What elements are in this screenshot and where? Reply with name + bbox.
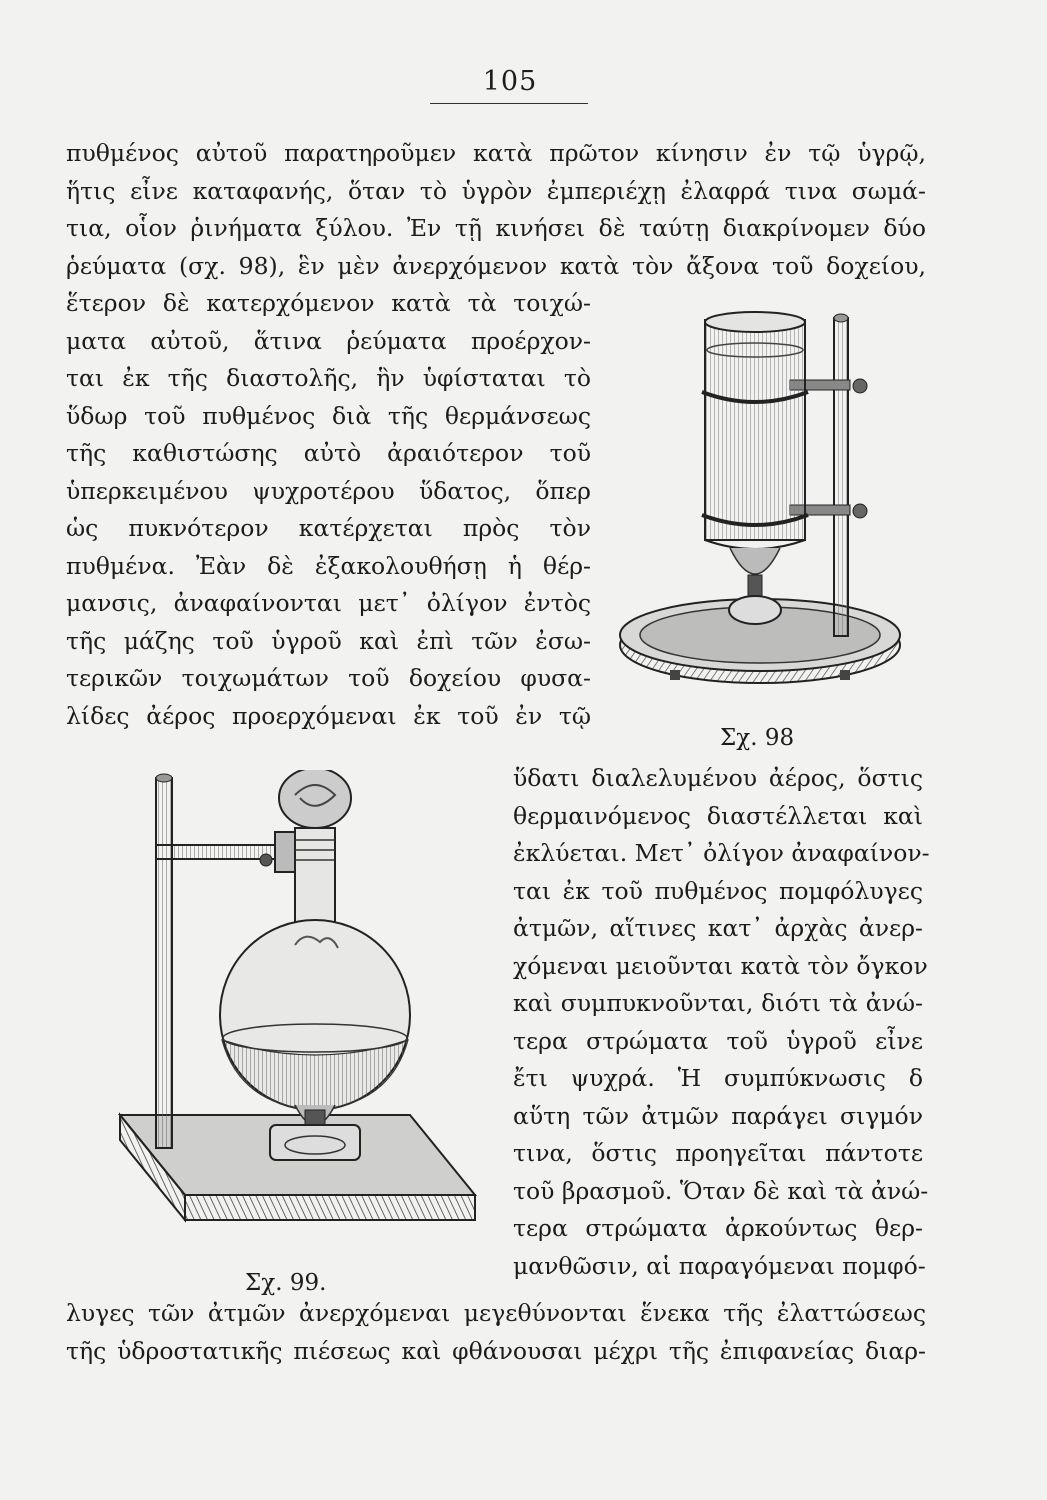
text-line: τῆς καθιστώσης αὐτὸ ἀραιότερον τοῦ bbox=[66, 439, 591, 467]
text-line: τια, οἷον ῥινήματα ξύλου. Ἐν τῇ κινήσει δὲ ταύτῃ διακρίνομεν δύο bbox=[66, 214, 926, 242]
figure-98-caption: Σχ. 98 bbox=[720, 725, 795, 751]
page-number: 105 bbox=[482, 66, 538, 97]
text-line: τερα στρώματα ἀρκούντως θερ- bbox=[513, 1214, 923, 1242]
text-line: ὕδατι διαλελυμένου ἀέρος, ὅστις bbox=[513, 764, 923, 792]
text-line: ὕδωρ τοῦ πυθμένος διὰ τῆς θερμάνσεως bbox=[66, 402, 591, 430]
figure-99-illustration bbox=[90, 770, 500, 1260]
text-line: τῆς μάζης τοῦ ὑγροῦ καὶ ἐπὶ τῶν ἐσω- bbox=[66, 627, 591, 655]
text-line: μανσις, ἀναφαίνονται μετ᾽ ὀλίγον ἐντὸς bbox=[66, 589, 591, 617]
text-line: χόμεναι μειοῦνται κατὰ τὸν ὄγκον bbox=[513, 952, 928, 980]
text-line: λυγες τῶν ἀτμῶν ἀνερχόμεναι μεγεθύνονται ἕνεκα τῆς ἐλαττώσεως bbox=[66, 1299, 926, 1327]
text-line: ὑπερκειμένου ψυχροτέρου ὕδατος, ὅπερ bbox=[66, 477, 591, 505]
text-line: τῆς ὑδροστατικῆς πιέσεως καὶ φθάνουσαι μέχρι τῆς ἐπιφανείας διαρ- bbox=[66, 1337, 926, 1365]
text-line: ται ἐκ τοῦ πυθμένος πομφόλυγες bbox=[513, 877, 923, 905]
text-line: τοῦ βρασμοῦ. Ὅταν δὲ καὶ τὰ ἀνώ- bbox=[513, 1177, 929, 1205]
text-line: ματα αὐτοῦ, ἅτινα ῥεύματα προέρχον- bbox=[66, 327, 591, 355]
text-line: μανθῶσιν, αἱ παραγόμεναι πομφό- bbox=[513, 1252, 926, 1280]
text-line: ἕτερον δὲ κατερχόμενον κατὰ τὰ τοιχώ- bbox=[66, 289, 591, 317]
text-line: τινα, ὅστις προηγεῖται πάντοτε bbox=[513, 1139, 923, 1167]
text-line: ἔτι ψυχρά. Ἡ συμπύκνωσις δ bbox=[513, 1064, 923, 1092]
text-line: πυθμένος αὐτοῦ παρατηροῦμεν κατὰ πρῶτον κίνησιν ἐν τῷ ὑγρῷ, bbox=[66, 139, 926, 167]
text-line: λίδες ἀέρος προερχόμεναι ἐκ τοῦ ἐν τῷ bbox=[66, 702, 591, 730]
text-line: ἥτις εἶνε καταφανής, ὅταν τὸ ὑγρὸν ἐμπεριέχῃ ἐλαφρά τινα σωμά- bbox=[66, 177, 926, 205]
figure-99-caption: Σχ. 99. bbox=[245, 1270, 327, 1296]
header-rule bbox=[430, 103, 588, 104]
text-line: ὡς πυκνότερον κατέρχεται πρὸς τὸν bbox=[66, 514, 591, 542]
text-line: τερικῶν τοιχωμάτων τοῦ δοχείου φυσα- bbox=[66, 664, 591, 692]
text-line: ῥεύματα (σχ. 98), ἓν μὲν ἀνερχόμενον κατὰ τὸν ἄξονα τοῦ δοχείου, bbox=[66, 252, 926, 280]
text-line: θερμαινόμενος διαστέλλεται καὶ bbox=[513, 802, 923, 830]
text-line: αὕτη τῶν ἀτμῶν παράγει σιγμόν bbox=[513, 1102, 923, 1130]
text-line: καὶ συμπυκνοῦνται, διότι τὰ ἀνώ- bbox=[513, 989, 923, 1017]
text-line: ται ἐκ τῆς διαστολῆς, ἣν ὑφίσταται τὸ bbox=[66, 364, 591, 392]
figure-98-illustration bbox=[610, 300, 930, 720]
text-line: τερα στρώματα τοῦ ὑγροῦ εἶνε bbox=[513, 1027, 923, 1055]
text-line: ἐκλύεται. Μετ᾽ ὀλίγον ἀναφαίνον- bbox=[513, 839, 930, 867]
text-line: ἀτμῶν, αἵτινες κατ᾽ ἀρχὰς ἀνερ- bbox=[513, 914, 923, 942]
text-line: πυθμένα. Ἐὰν δὲ ἐξακολουθήσῃ ἡ θέρ- bbox=[66, 552, 591, 580]
